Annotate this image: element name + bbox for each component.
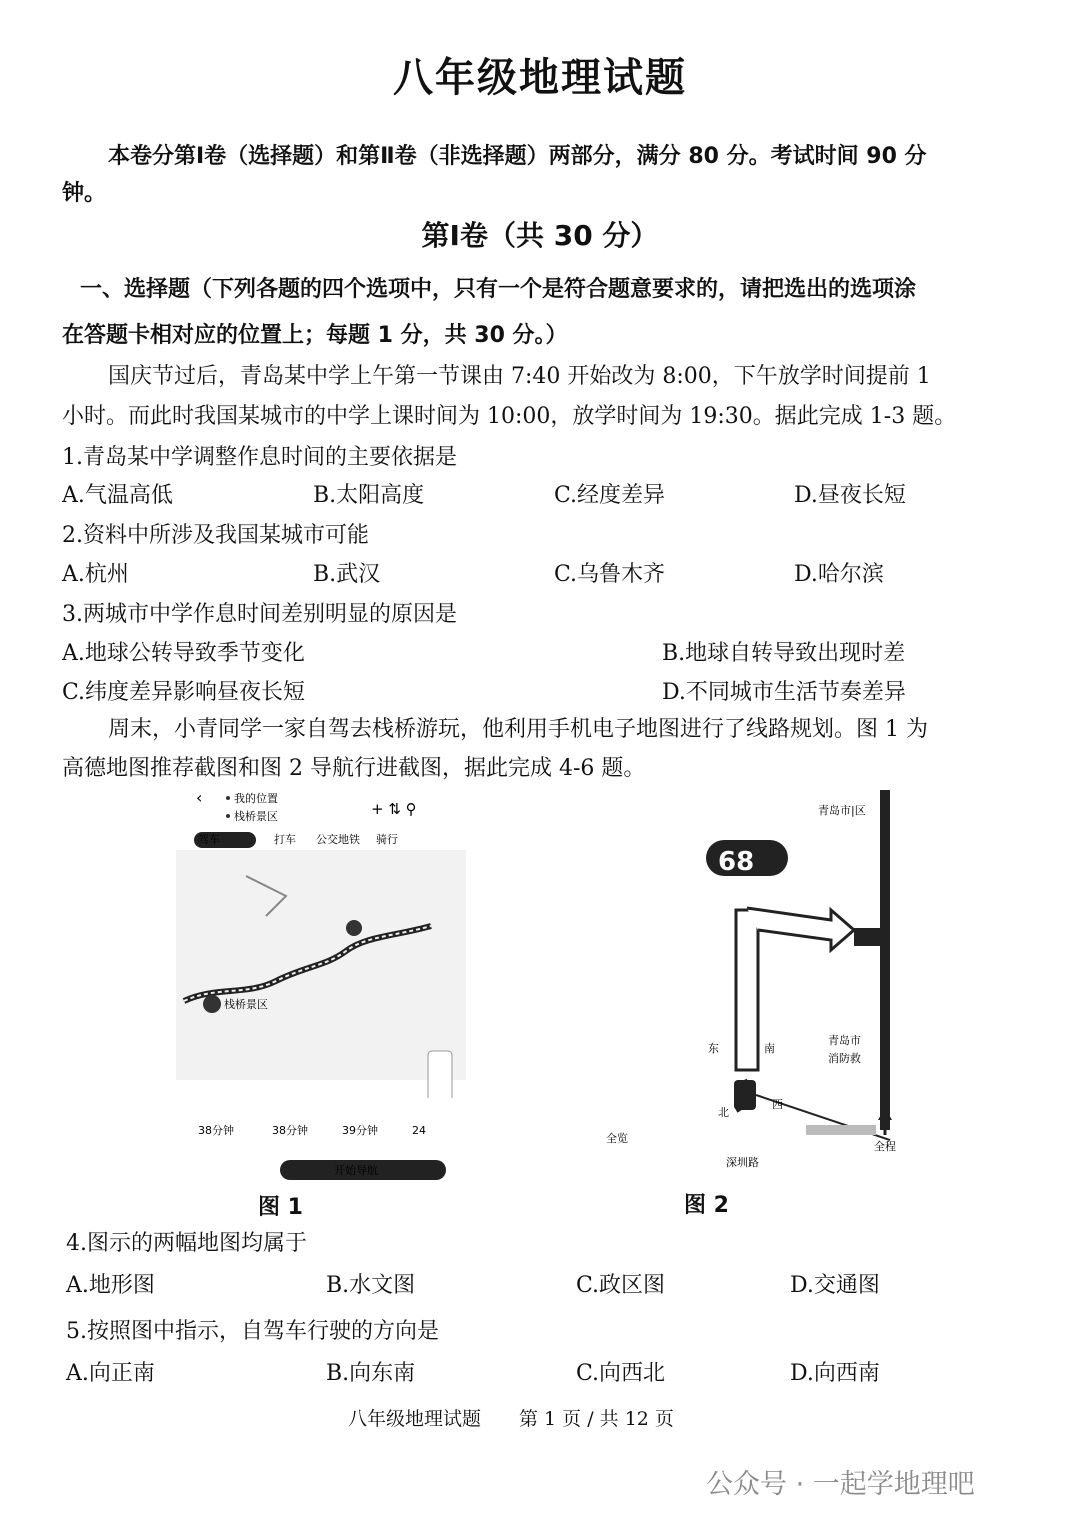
q1-option-b: B.太阳高度	[313, 483, 425, 508]
question-2-stem: 2.资料中所涉及我国某城市可能	[62, 523, 369, 548]
fig1-tab-drive: 驾车	[198, 833, 220, 846]
q3-option-d: D.不同城市生活节奏差异	[662, 680, 906, 705]
fig2-label-mid-2: 消防救	[828, 1052, 861, 1065]
intro-line-1: 本卷分第Ⅰ卷（选择题）和第Ⅱ卷（非选择题）两部分，满分 80 分。考试时间 90 分	[108, 144, 927, 169]
fig1-tab-bike: 骑行	[376, 833, 398, 846]
fig1-destination: 栈桥景区	[234, 810, 278, 823]
fig1-place-label: 栈桥景区	[224, 998, 268, 1011]
question-4-stem: 4.图示的两幅地图均属于	[66, 1231, 307, 1256]
fig2-dir-south: 南	[764, 1042, 775, 1055]
stem2-line-1: 周末，小青同学一家自驾去栈桥游玩，他利用手机电子地图进行了线路规划。图 1 为	[108, 717, 928, 742]
figure-1-caption: 图 1	[258, 1195, 303, 1220]
q3-option-a: A.地球公转导致季节变化	[62, 641, 305, 666]
q2-option-b: B.武汉	[313, 562, 381, 587]
q4-option-a: A.地形图	[66, 1273, 155, 1298]
fig2-dir-east: 东	[708, 1042, 719, 1055]
fig2-label-mid: 青岛市	[828, 1034, 861, 1047]
fig2-dir-north: 北	[718, 1106, 729, 1119]
stem1-line-2: 小时。而此时我国某城市的中学上课时间为 10:00，放学时间为 19:30。据此完成 1-3 题。	[62, 404, 957, 429]
q1-option-a: A.气温高低	[62, 483, 173, 508]
intro-line-2: 钟。	[62, 181, 107, 206]
question-5-stem: 5.按照图中指示，自驾车行驶的方向是	[66, 1319, 439, 1344]
fig1-time-4: 24	[412, 1124, 426, 1137]
q5-option-d: D.向西南	[790, 1361, 880, 1386]
fig1-time-1: 38分钟	[198, 1124, 234, 1137]
figure-2-navigation-map	[596, 790, 926, 1180]
page-footer: 八年级地理试题 第 1 页 / 共 12 页	[348, 1408, 674, 1430]
part1-instruction-2: 在答题卡相对应的位置上；每题 1 分，共 30 分。）	[62, 323, 568, 348]
fig2-dir-west: 西	[772, 1098, 783, 1111]
q3-option-b: B.地球自转导致出现时差	[662, 641, 906, 666]
question-1-stem: 1.青岛某中学调整作息时间的主要依据是	[62, 445, 457, 470]
page-title: 八年级地理试题	[393, 55, 687, 101]
q4-option-c: C.政区图	[576, 1273, 666, 1298]
q4-option-d: D.交通图	[790, 1273, 880, 1298]
fig2-speed: 68	[718, 847, 755, 877]
fig1-time-2: 38分钟	[272, 1124, 308, 1137]
svg-text:‹: ‹	[196, 788, 203, 807]
figure-2-caption: 图 2	[684, 1193, 729, 1218]
q2-option-c: C.乌鲁木齐	[554, 562, 666, 587]
fig2-road-label: 深圳路	[726, 1156, 759, 1169]
section-title: 第Ⅰ卷（共 30 分）	[421, 219, 659, 252]
fig2-label-top: 青岛市|区	[818, 804, 866, 817]
q4-option-b: B.水文图	[326, 1273, 416, 1298]
fig1-origin: 我的位置	[234, 792, 278, 805]
fig2-left-label: 全览	[606, 1132, 628, 1145]
q2-option-a: A.杭州	[62, 562, 129, 587]
q5-option-a: A.向正南	[66, 1361, 155, 1386]
watermark-text: 公众号 · 一起学地理吧	[706, 1469, 975, 1500]
q5-option-c: C.向西北	[576, 1361, 666, 1386]
fig2-bottom-label: 全程	[874, 1140, 896, 1153]
figure-1-route-map	[176, 786, 466, 1186]
q1-option-d: D.昼夜长短	[794, 483, 906, 508]
svg-text:+ ⇅ ⚲: + ⇅ ⚲	[371, 800, 417, 818]
question-3-stem: 3.两城市中学作息时间差别明显的原因是	[62, 602, 457, 627]
q5-option-b: B.向东南	[326, 1361, 416, 1386]
fig1-tab-transit: 公交地铁	[316, 833, 360, 846]
q1-option-c: C.经度差异	[554, 483, 666, 508]
fig1-time-3: 39分钟	[342, 1124, 378, 1137]
stem2-line-2: 高德地图推荐截图和图 2 导航行进截图，据此完成 4-6 题。	[62, 756, 646, 781]
part1-instruction-1: 一、选择题（下列各题的四个选项中，只有一个是符合题意要求的，请把选出的选项涂	[80, 277, 917, 302]
fig1-tab-taxi: 打车	[274, 833, 296, 846]
fig1-nav-button: 开始导航	[334, 1164, 378, 1177]
q3-option-c: C.纬度差异影响昼夜长短	[62, 680, 306, 705]
q2-option-d: D.哈尔滨	[794, 562, 884, 587]
stem1-line-1: 国庆节过后，青岛某中学上午第一节课由 7:40 开始改为 8:00，下午放学时间提前 1	[108, 364, 931, 389]
